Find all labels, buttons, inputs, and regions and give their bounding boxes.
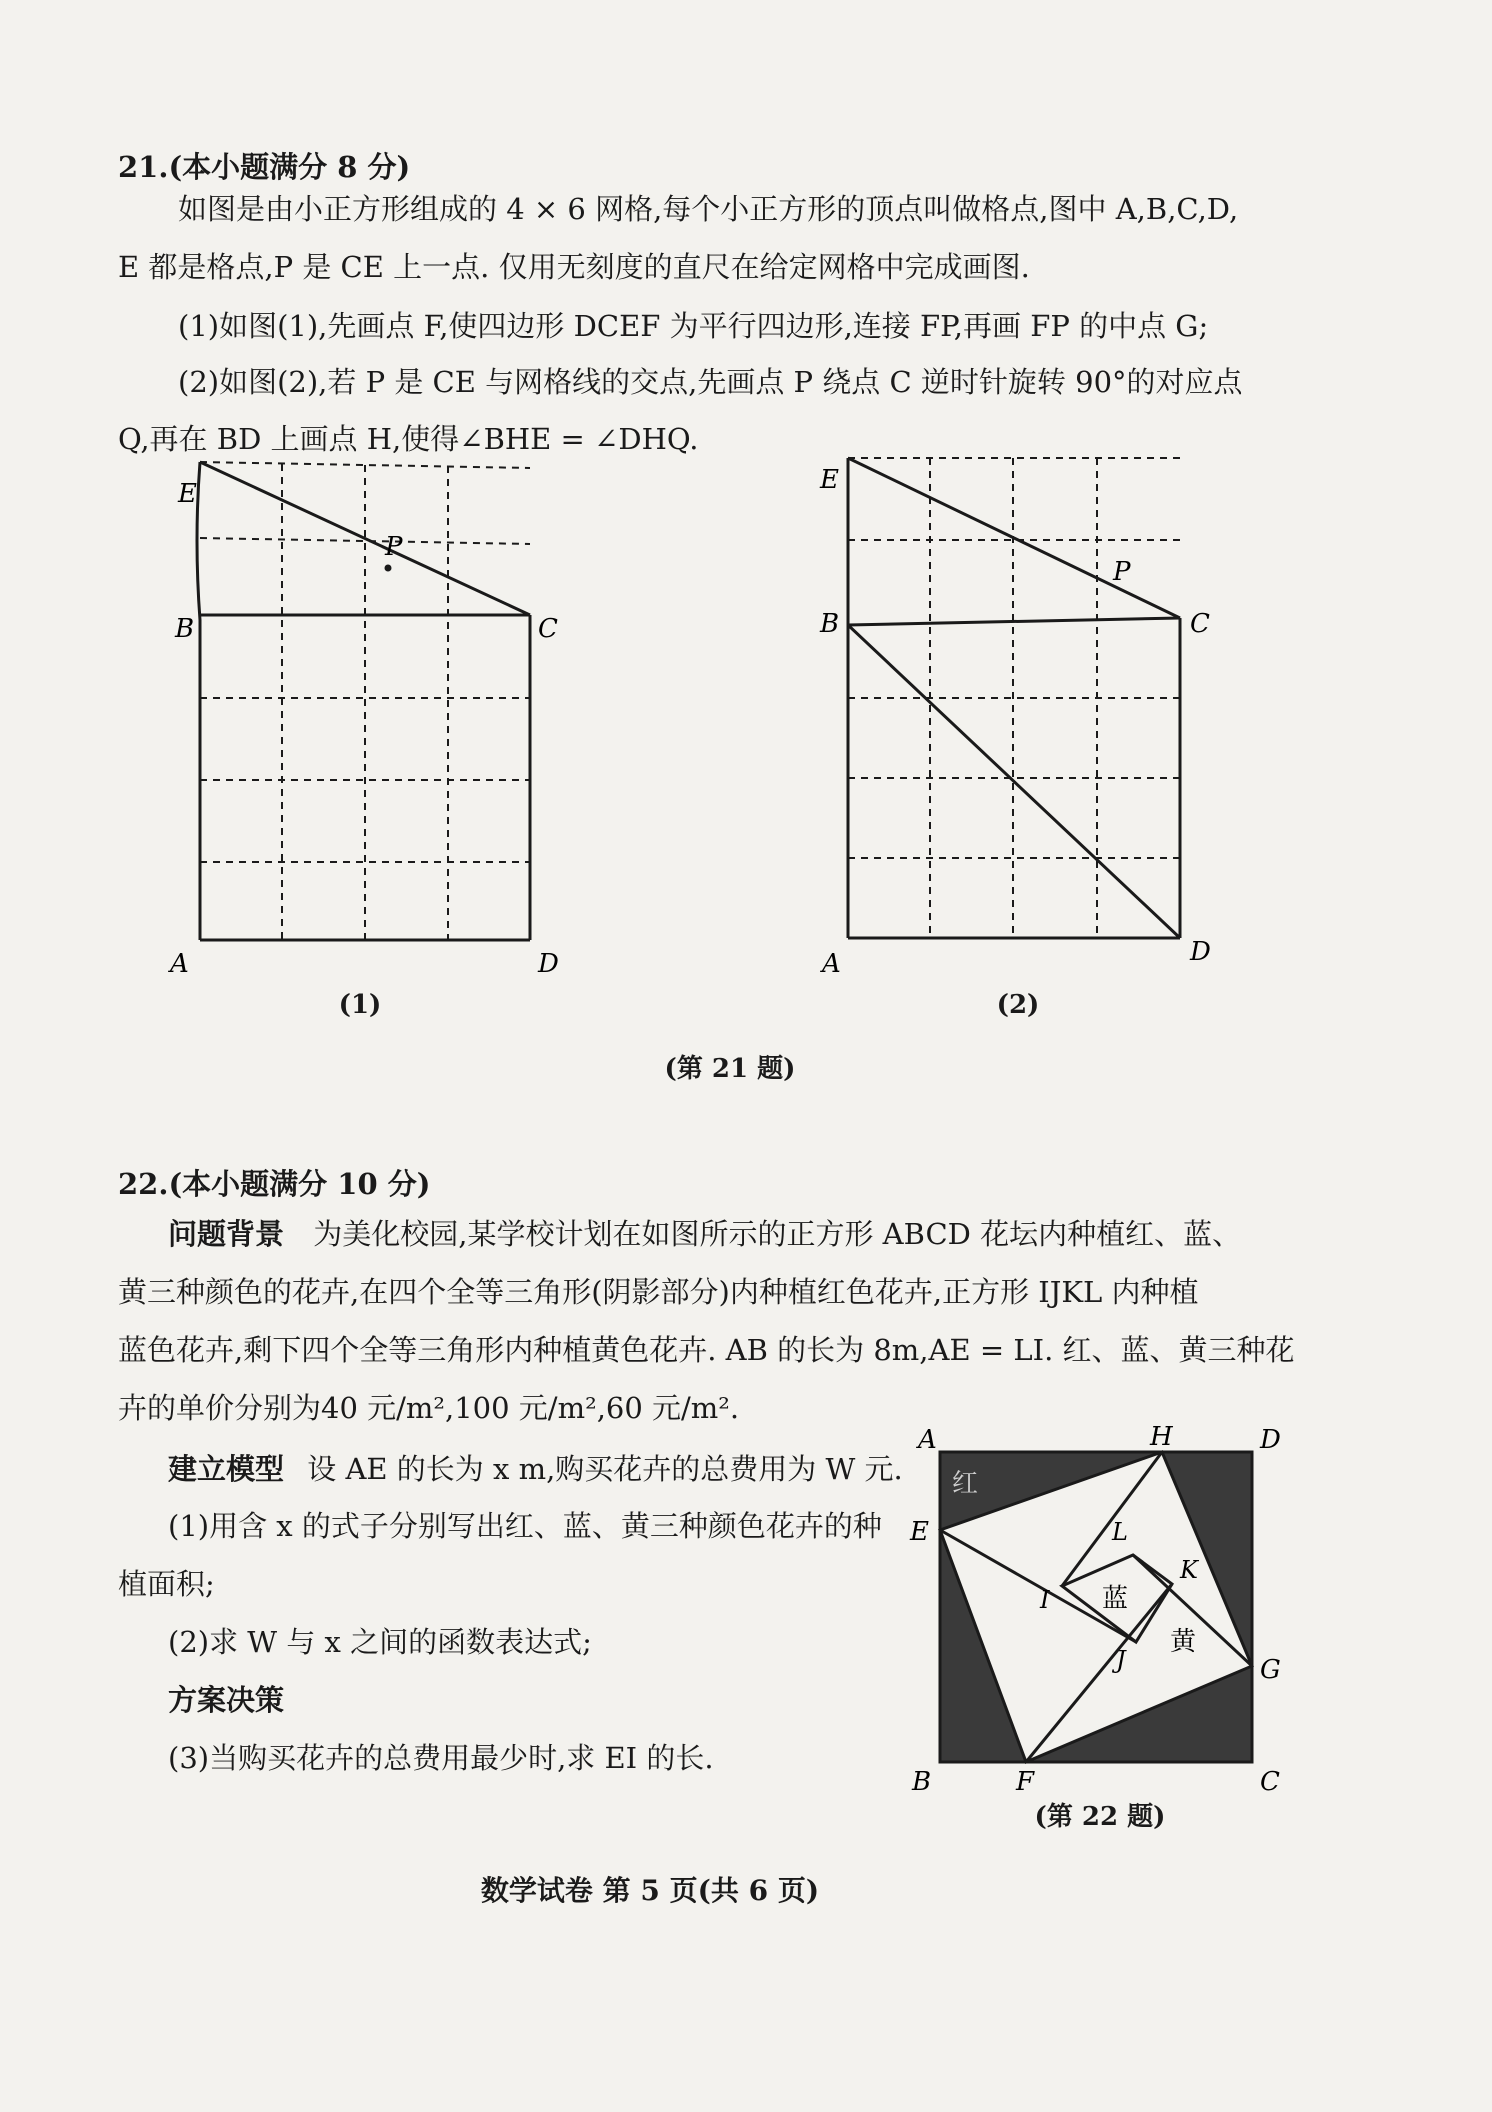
q22-part2: (2)求 W 与 x 之间的函数表达式;	[168, 1625, 592, 1659]
q22-label-L: L	[1112, 1518, 1128, 1546]
q22-region-blue-label: 蓝	[1102, 1584, 1129, 1614]
fig1-side-EA	[197, 462, 200, 940]
q22-background-line2: 黄三种颜色的花卉,在四个全等三角形(阴影部分)内种植红色花卉,正方形 IJKL 内种植	[118, 1275, 1199, 1309]
fig2-label-A: A	[822, 949, 841, 979]
q22-background	[168, 1217, 1242, 1251]
page-footer: 数学试卷 第 5 页(共 6 页)	[480, 1874, 820, 1907]
fig1-label-C: C	[538, 614, 558, 644]
fig1-point-P	[385, 565, 392, 572]
q22-label-J: J	[1116, 1646, 1126, 1674]
q22-decision-title: 方案决策	[168, 1683, 285, 1717]
q22-label-E: E	[910, 1517, 929, 1547]
q21-part1: (1)如图(1),先画点 F,使四边形 DCEF 为平行四边形,连接 FP,再画 FP 的中点 G;	[178, 309, 1209, 343]
fig1-label-B: B	[175, 614, 195, 644]
q21-fig2-caption: (2)	[996, 990, 1040, 1020]
q22-model-text: 设 AE 的长为 x m,购买花卉的总费用为 W 元.	[307, 1452, 903, 1486]
q22-label-B: B	[912, 1767, 932, 1797]
q22-background-line1: 为美化校园,某学校计划在如图所示的正方形 ABCD 花坛内种植红、蓝、	[313, 1217, 1242, 1251]
q22-label-H: H	[1150, 1422, 1173, 1452]
q22-figure	[900, 1400, 1320, 1800]
q22-label-G: G	[1260, 1655, 1281, 1685]
q22-background-line3: 蓝色花卉,剩下四个全等三角形内种植黄色花卉. AB 的长为 8m,AE = LI. 红、蓝、黄三种花	[118, 1333, 1295, 1367]
fig2-label-E: E	[820, 465, 839, 495]
q22-part1-line1: (1)用含 x 的式子分别写出红、蓝、黄三种颜色花卉的种	[168, 1509, 882, 1543]
fig2-label-P: P	[1113, 557, 1131, 587]
q21-fig1-caption: (1)	[338, 990, 382, 1020]
q21-header: 21.(本小题满分 8 分)	[118, 150, 411, 184]
q22-label-K: K	[1180, 1556, 1198, 1584]
q22-model	[168, 1452, 903, 1486]
q22-region-red-label: 红	[952, 1469, 979, 1499]
q22-figure-caption: (第 22 题)	[1034, 1802, 1166, 1832]
q21-part2-line1: (2)如图(2),若 P 是 CE 与网格线的交点,先画点 P 绕点 C 逆时针旋转 90°的对应点	[178, 365, 1243, 399]
q22-background-line4: 卉的单价分别为40 元/m²,100 元/m²,60 元/m².	[118, 1391, 740, 1425]
q22-label-F: F	[1016, 1767, 1035, 1797]
q22-background-title: 问题背景	[168, 1217, 285, 1251]
q21-intro-line1: 如图是由小正方形组成的 4 × 6 网格,每个小正方形的顶点叫做格点,图中 A,B,C,D,	[178, 192, 1239, 226]
q21-part2-line2: Q,再在 BD 上画点 H,使得∠BHE = ∠DHQ.	[118, 422, 699, 456]
q22-label-D: D	[1260, 1425, 1281, 1455]
q21-figure-1	[160, 440, 580, 1000]
fig2-label-B: B	[820, 609, 840, 639]
fig1-label-A: A	[170, 949, 189, 979]
q21-figure-2	[810, 440, 1230, 1000]
fig1-label-D: D	[538, 949, 559, 979]
fig2-label-D: D	[1190, 937, 1211, 967]
q22-label-A: A	[918, 1425, 937, 1455]
fig1-label-E: E	[178, 479, 197, 509]
q22-label-I: I	[1040, 1586, 1050, 1614]
q22-header: 22.(本小题满分 10 分)	[118, 1167, 431, 1201]
fig1-label-P: P	[385, 532, 403, 562]
q22-label-C: C	[1260, 1767, 1280, 1797]
fig2-label-C: C	[1190, 609, 1210, 639]
q22-part1-line2: 植面积;	[118, 1567, 215, 1601]
q22-region-yellow-label: 黄	[1170, 1627, 1197, 1657]
q22-part3: (3)当购买花卉的总费用最少时,求 EI 的长.	[168, 1741, 714, 1775]
q21-figure-caption: (第 21 题)	[664, 1054, 796, 1084]
q21-intro-line2: E 都是格点,P 是 CE 上一点. 仅用无刻度的直尺在给定网格中完成画图.	[118, 250, 1030, 284]
q22-model-title: 建立模型	[168, 1452, 285, 1486]
